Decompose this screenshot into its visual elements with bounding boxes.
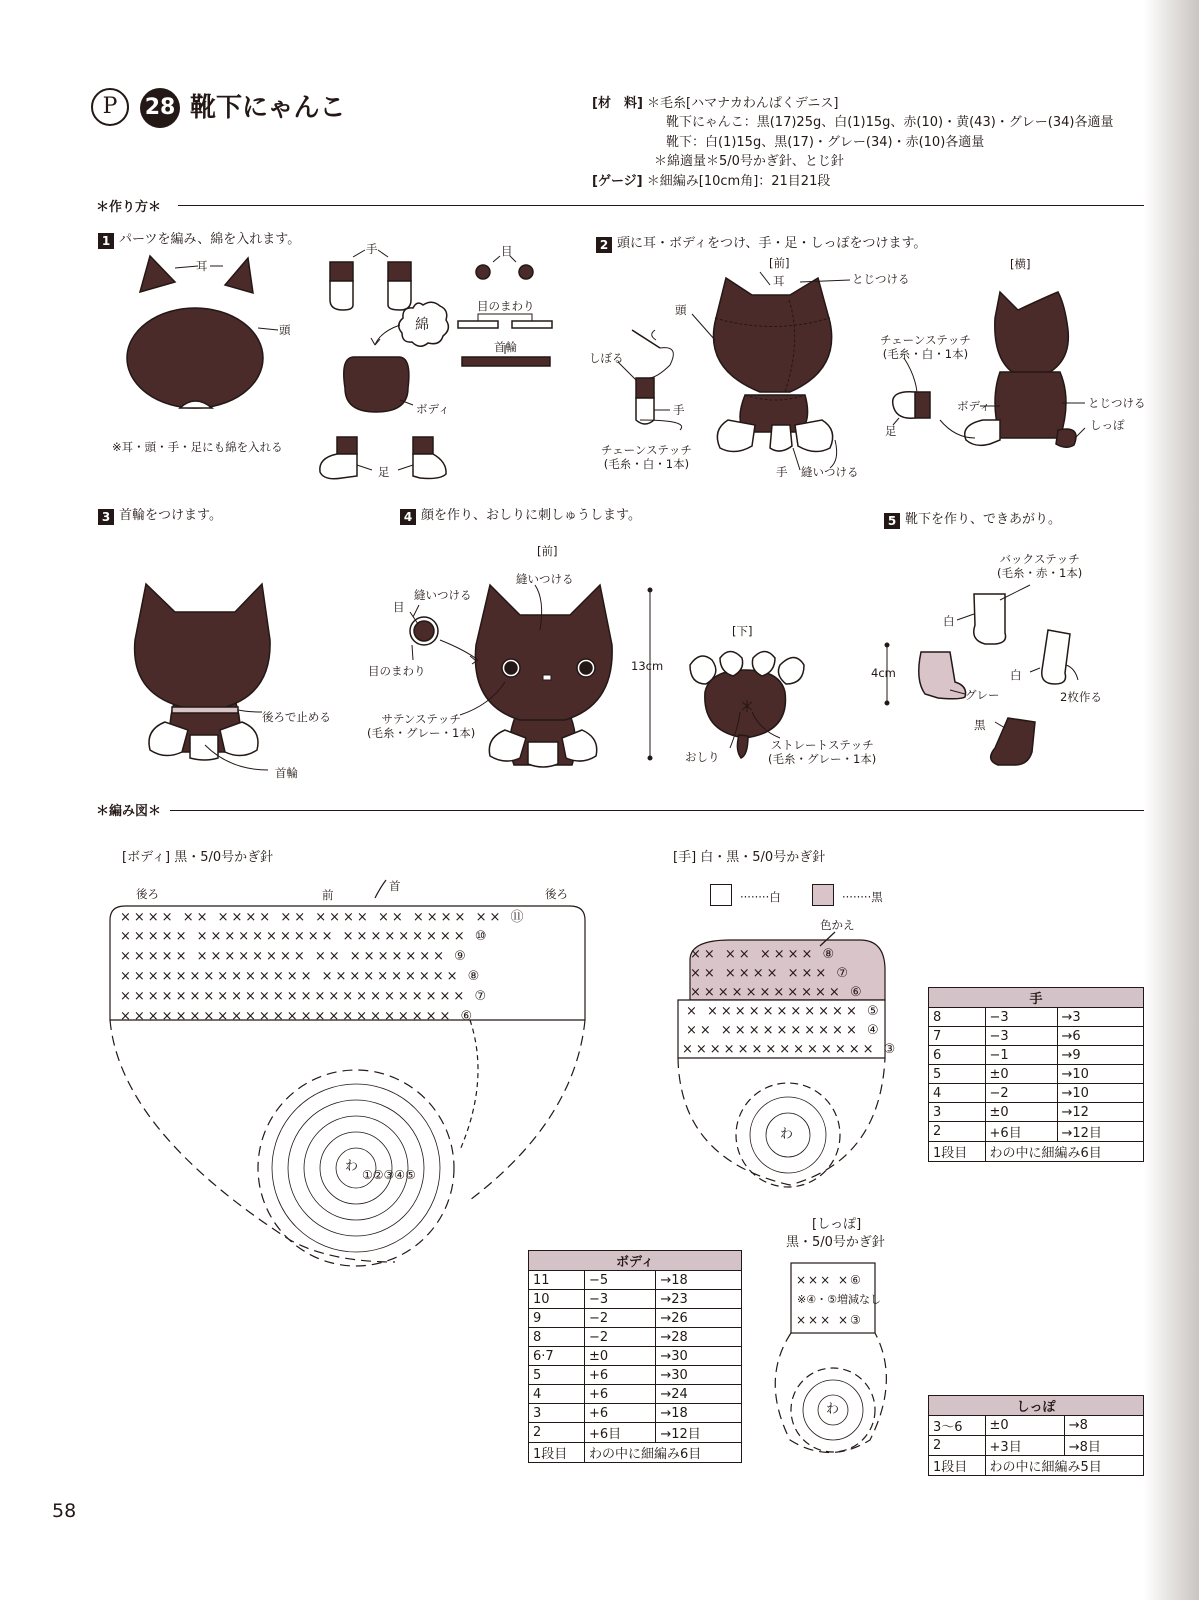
section-chart: ＊編み図＊ <box>96 804 162 819</box>
gauge-line: [ゲージ] ＊細編み[10cm角]：21目21段 <box>592 174 831 189</box>
materials-line-4: ＊綿適量＊5/0号かぎ針、とじ針 <box>654 154 844 169</box>
label-tail: しっぽ <box>1090 418 1125 432</box>
table-row: 3 +6 →18 <box>529 1404 742 1423</box>
table-row: 9 −2 →26 <box>529 1309 742 1328</box>
label-join-2: とじつける <box>1088 396 1146 410</box>
label-head-2: 頭 <box>675 303 687 317</box>
label-chain-stitch: チェーンステッチ (毛糸・白・1本) <box>601 443 692 471</box>
hand-row-8: ×× ×× ×××× ⑧ <box>690 947 838 962</box>
label-hand: 手 <box>366 242 378 256</box>
color-change-label: 色かえ <box>820 918 855 932</box>
table-row: 11 −5 →18 <box>529 1271 742 1290</box>
label-butt: おしり <box>685 750 720 764</box>
table-row: 1段目 わの中に細編み5目 <box>929 1456 1144 1476</box>
label-cotton: 綿 <box>415 317 429 333</box>
table-row: 2 +3目 →8目 <box>929 1436 1144 1456</box>
hand-row-4: ×× ×××××××××× ④ <box>686 1023 882 1038</box>
hand-table-title: 手 <box>929 988 1144 1008</box>
table-row: 4 −2 →10 <box>929 1084 1144 1103</box>
materials-line-1: [材 料] ＊毛糸[ハマナカわんぱくデニス] <box>592 96 839 111</box>
p-mark: P <box>91 88 129 126</box>
label-side: [横] <box>1010 257 1031 271</box>
materials-line-2: 靴下にゃんこ：黒(17)25g、白(1)15g、赤(10)・黄(43)・グレー(34)各適量 <box>666 115 1114 130</box>
hand-chart-title: [手] 白・黒・5/0号かぎ針 <box>673 850 826 865</box>
body-chart-front: 前 <box>322 888 334 902</box>
label-body: ボディ <box>416 402 450 416</box>
tail-row-6: ××× ×⑥ <box>796 1273 863 1287</box>
body-row-7: ××××××××××××××××××××××××× ⑦ <box>120 989 490 1004</box>
label-ear: 耳 <box>196 259 208 273</box>
hand-row-3: ×××××××××××××× ③ <box>682 1042 899 1057</box>
label-white-2: 白 <box>1010 668 1022 682</box>
hand-row-6: ××××××××××× ⑥ <box>690 985 865 1000</box>
tail-ring: わ <box>826 1402 840 1417</box>
table-row: 3〜6 ±0 →8 <box>929 1416 1144 1436</box>
body-row-6: ×××××××××××××××××××××××× ⑥ <box>120 1009 476 1024</box>
body-row-8: ×××××××××××××× ×××××××××× ⑧ <box>120 969 483 984</box>
table-row: 1段目 わの中に細編み6目 <box>529 1443 742 1463</box>
tail-table-title: しっぽ <box>929 1396 1144 1416</box>
label-straight-stitch: ストレートステッチ (毛糸・グレー・1本) <box>768 738 877 766</box>
label-collar: 首輪 <box>494 340 517 354</box>
materials-line-3: 靴下：白(1)15g、黒(17)・グレー(34)・赤(10)各適量 <box>666 135 985 150</box>
hand-row-5: × ××××××××××× ⑤ <box>686 1004 882 1019</box>
table-row: 2 +6目 →12目 <box>529 1423 742 1443</box>
page-number: 58 <box>52 1500 77 1522</box>
step-2: 2 頭に耳・ボディをつけ、手・足・しっぽをつけます。 <box>596 232 926 253</box>
label-collar-2: 首輪 <box>275 766 298 780</box>
label-bottom: [下] <box>732 624 753 638</box>
label-satin-stitch: サテンステッチ (毛糸・グレー・1本) <box>367 712 476 740</box>
table-row: 4 +6 →24 <box>529 1385 742 1404</box>
label-front-2: [前] <box>537 544 558 558</box>
step-1: 1 パーツを編み、綿を入れます。 <box>98 228 300 249</box>
table-row: 6·7 ±0 →30 <box>529 1347 742 1366</box>
table-row: 5 ±0 →10 <box>929 1065 1144 1084</box>
table-row: 2 +6目 →12目 <box>929 1122 1144 1142</box>
body-row-9: ××××× ×××××××× ×× ××××××× ⑨ <box>120 949 469 964</box>
step-4: 4 顔を作り、おしりに刺しゅうします。 <box>400 504 641 525</box>
tail-note: ※④・⑤増減なし <box>797 1293 881 1306</box>
label-eye-ring-2: 目のまわり <box>368 664 426 678</box>
label-sew-2: 縫いつける <box>414 588 472 602</box>
page-title: 靴下にゃんこ <box>190 93 346 123</box>
body-chart-neck: 首 <box>389 879 401 893</box>
legend-white: ········白 <box>740 890 781 904</box>
label-sew-3: 縫いつける <box>516 572 574 586</box>
table-row: 5 +6 →30 <box>529 1366 742 1385</box>
hand-row-7: ×× ×××× ××× ⑦ <box>690 966 852 981</box>
tail-row-3: ××× ×③ <box>796 1313 863 1327</box>
body-chart-title: [ボディ] 黒・5/0号かぎ針 <box>122 850 274 865</box>
label-make-2: 2枚作る <box>1060 690 1102 704</box>
label-white-1: 白 <box>943 614 955 628</box>
label-front: [前] <box>769 256 790 270</box>
pattern-number: 28 <box>140 88 180 128</box>
body-row-11: ×××× ×× ×××× ×× ×××× ×× ×××× ×× ⑪ <box>120 910 527 925</box>
table-row: 10 −3 →23 <box>529 1290 742 1309</box>
table-row: 8 −3 →3 <box>929 1008 1144 1027</box>
label-foot-2: 足 <box>885 424 897 438</box>
body-row-10: ××××× ×××××××××× ××××××××× ⑩ <box>120 929 490 944</box>
label-head: 頭 <box>279 323 291 337</box>
label-ear-2: 耳 <box>773 274 785 288</box>
label-chain-stitch-2: チェーンステッチ (毛糸・白・1本) <box>880 333 971 361</box>
label-black: 黒 <box>974 718 986 732</box>
label-height: 13cm <box>631 659 664 673</box>
table-row: 3 ±0 →12 <box>929 1103 1144 1122</box>
label-back-stitch: バックステッチ (毛糸・赤・1本) <box>997 552 1083 580</box>
body-ring: わ <box>345 1159 359 1174</box>
label-gray: グレー <box>965 688 1000 702</box>
body-chart-back-right: 後ろ <box>545 887 568 901</box>
label-hand-2: 手 <box>673 403 685 417</box>
tail-table <box>928 1395 1144 1476</box>
table-row: 8 −2 →28 <box>529 1328 742 1347</box>
label-sock-height: 4cm <box>871 666 896 680</box>
hand-ring: わ <box>780 1127 794 1142</box>
legend-black: ········黒 <box>842 890 883 904</box>
label-eye-2: 目 <box>393 600 405 614</box>
body-chart-back-left: 後ろ <box>136 887 159 901</box>
step-3: 3 首輪をつけます。 <box>98 504 222 525</box>
body-round-markers: ①②③④⑤ <box>362 1168 416 1182</box>
tail-chart-sub: 黒・5/0号かぎ針 <box>786 1235 885 1250</box>
label-stop-back: 後ろで止める <box>262 710 331 724</box>
label-eye-ring: 目のまわり <box>477 299 535 313</box>
label-join: とじつける <box>852 272 910 286</box>
note-cotton: ※耳・頭・手・足にも綿を入れる <box>112 440 283 454</box>
tail-chart-title: [しっぽ] <box>812 1217 862 1232</box>
label-sew: 縫いつける <box>801 465 859 479</box>
label-foot: 足 <box>378 465 390 479</box>
table-row: 7 −3 →6 <box>929 1027 1144 1046</box>
step-5: 5 靴下を作り、できあがり。 <box>884 508 1061 529</box>
body-table-title: ボディ <box>529 1251 742 1271</box>
table-row: 6 −1 →9 <box>929 1046 1144 1065</box>
table-row: 1段目 わの中に細編み6目 <box>929 1142 1144 1162</box>
section-method: ＊作り方＊ <box>96 200 162 215</box>
label-body-2: ボディ <box>957 399 991 413</box>
label-squeeze: しぼる <box>589 351 624 365</box>
label-eye: 目 <box>501 244 513 258</box>
label-hand-3: 手 <box>776 465 788 479</box>
